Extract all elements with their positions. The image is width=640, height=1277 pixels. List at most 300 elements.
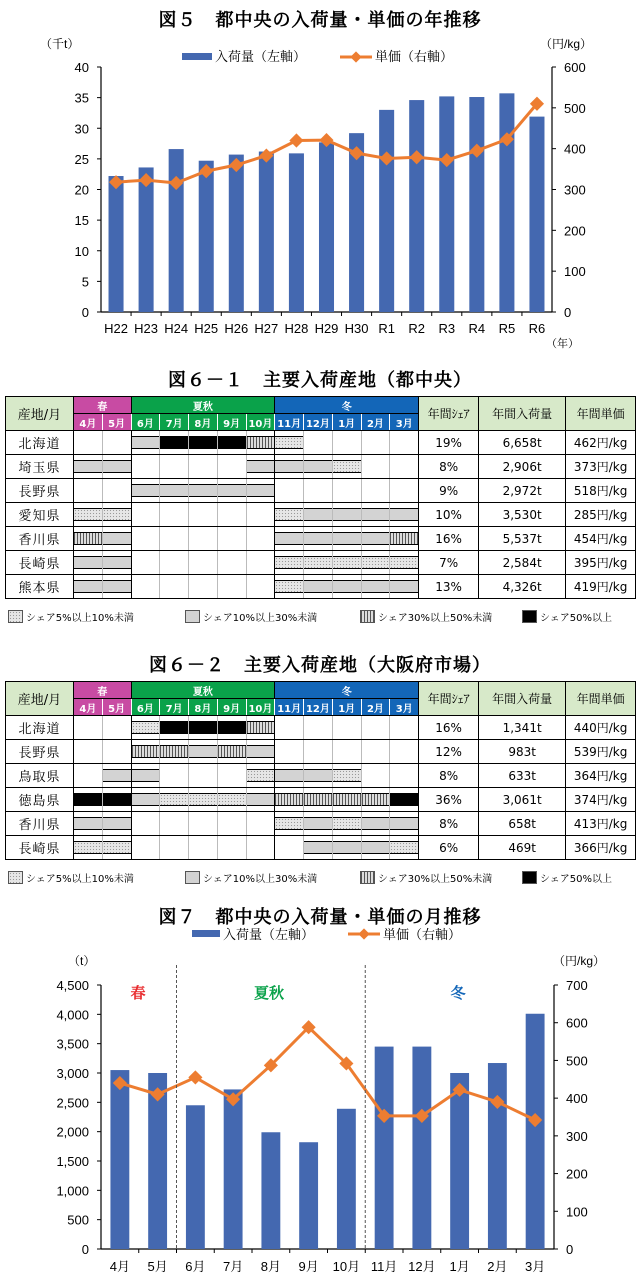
share-bar-level-1 [275,817,303,830]
header-annual-price: 年間単価 [566,682,636,716]
bar [450,1073,469,1249]
table-row [6,812,636,836]
month-cell [74,764,103,788]
legend-item-p3 [360,609,492,624]
legend-swatch [185,871,200,884]
annual-share: 10% [419,503,479,527]
month-cell [102,836,131,860]
header-month: 11月 [275,699,304,716]
y-right-tick: 100 [564,264,586,280]
bar [229,155,244,312]
bar [139,167,154,312]
month-cell [246,836,275,860]
y-right-tick: 100 [566,1204,588,1220]
header-origin-month: 産地/月 [6,397,74,431]
annual-volume: 6,658t [479,431,566,455]
share-bar-level-2 [247,484,275,497]
annual-price: 374円/kg [566,788,636,812]
y-left-tick: 3,500 [56,1036,89,1052]
month-cell [131,551,160,575]
month-cell [390,503,419,527]
month-cell [131,503,160,527]
share-bar-level-1 [160,793,188,806]
month-cell [246,551,275,575]
share-bar-level-3 [218,745,246,758]
annual-volume: 983t [479,740,566,764]
annual-price: 454円/kg [566,527,636,551]
header-month: 1月 [332,414,361,431]
y-right-tick: 500 [566,1053,588,1069]
month-cell [275,764,304,788]
x-tick-label: 6月 [185,1259,206,1274]
month-cell [390,575,419,599]
annual-price: 413円/kg [566,812,636,836]
month-cell [131,740,160,764]
month-cell [189,527,218,551]
month-cell [102,812,131,836]
y-right-tick: 300 [564,182,586,198]
share-bar-level-1 [189,793,217,806]
share-bar-level-2 [390,580,418,593]
month-cell [304,551,333,575]
share-bar-level-1 [333,556,361,569]
bar [409,100,424,312]
x-tick-label: H25 [194,321,219,336]
header-month: 5月 [102,699,131,716]
y-right-tick: 200 [564,223,586,239]
header-month: 3月 [390,414,419,431]
table-row [6,740,636,764]
month-cell [246,431,275,455]
share-bar-level-2 [132,484,160,497]
share-bar-level-2 [362,532,390,545]
month-cell [217,503,246,527]
fig62-table [5,681,636,860]
share-bar-level-4 [74,793,102,806]
legend-label: シェア30%以上50%未満 [378,613,493,624]
y-left-tick: 25 [74,151,89,167]
share-bar-level-2 [74,580,102,593]
month-cell [275,455,304,479]
legend-label: シェア10%以上30%未満 [203,874,318,885]
season-summer-label: 夏秋 [253,985,285,1002]
month-cell [74,788,103,812]
legend-bar-label: 入荷量（左軸） [215,49,307,64]
month-cell [390,740,419,764]
month-cell [217,527,246,551]
month-cell [74,527,103,551]
y-left-tick: 30 [74,121,89,137]
share-bar-level-1 [132,721,160,734]
share-bar-level-2 [275,532,303,545]
x-tick-label: R2 [408,321,426,336]
month-cell [189,740,218,764]
month-cell [102,527,131,551]
share-bar-level-4 [160,721,188,734]
month-cell [361,479,390,503]
month-cell [160,836,189,860]
x-tick-label: 3月 [525,1259,546,1274]
table-row [6,836,636,860]
month-cell [102,788,131,812]
origin-name: 長崎県 [6,551,74,575]
y-right-tick: 600 [566,1015,588,1031]
share-bar-level-2 [304,532,332,545]
share-bar-level-3 [74,532,102,545]
month-cell [332,740,361,764]
x-tick-label: R6 [528,321,546,336]
table-row [6,551,636,575]
legend-item-p1 [8,609,134,624]
share-bar-level-2 [304,817,332,830]
fig5-title: 図５ 都中央の入荷量・単価の年推移 [158,10,482,31]
share-bar-level-2 [304,460,332,473]
month-cell [361,455,390,479]
x-tick-label: H24 [164,321,189,336]
month-cell [74,431,103,455]
share-bar-level-4 [189,721,217,734]
table-row [6,503,636,527]
x-tick-label: 5月 [147,1259,168,1274]
month-cell [332,551,361,575]
share-bar-level-2 [275,460,303,473]
origin-name: 長野県 [6,479,74,503]
month-cell [246,527,275,551]
month-cell [246,764,275,788]
share-bar-level-2 [247,460,275,473]
share-bar-level-1 [218,793,246,806]
share-bar-level-1 [103,508,131,521]
share-bar-level-1 [304,556,332,569]
annual-volume: 633t [479,764,566,788]
month-cell [361,575,390,599]
month-cell [361,740,390,764]
month-cell [304,836,333,860]
month-cell [390,479,419,503]
legend-bar-label: 入荷量（左軸） [223,927,315,942]
month-cell [332,812,361,836]
y-right-tick: 400 [566,1091,588,1107]
month-cell [131,527,160,551]
month-cell [131,431,160,455]
month-cell [131,836,160,860]
month-cell [102,716,131,740]
share-bar-level-2 [218,484,246,497]
month-cell [246,455,275,479]
legend-swatch [8,871,23,884]
month-cell [246,716,275,740]
share-bar-level-4 [160,436,188,449]
month-cell [332,575,361,599]
month-cell [217,812,246,836]
annual-share: 16% [419,527,479,551]
month-cell [189,455,218,479]
annual-volume: 3,061t [479,788,566,812]
month-cell [275,836,304,860]
annual-price: 518円/kg [566,479,636,503]
share-bar-level-1 [333,460,361,473]
month-cell [160,527,189,551]
month-cell [332,836,361,860]
share-bar-level-2 [333,841,361,854]
month-cell [217,431,246,455]
share-bar-level-2 [74,817,102,830]
legend-swatch [360,871,375,884]
header-month: 9月 [217,414,246,431]
y-left-tick: 500 [67,1212,89,1228]
month-cell [332,431,361,455]
month-cell [246,575,275,599]
y-right-tick: 600 [564,60,586,75]
month-cell [160,716,189,740]
table-row [6,716,636,740]
header-month: 4月 [74,414,103,431]
month-cell [275,431,304,455]
annual-price: 440円/kg [566,716,636,740]
x-tick-label: H27 [254,321,279,336]
bar [261,1132,280,1249]
price-marker [289,133,303,147]
origin-name: 北海道 [6,716,74,740]
month-cell [361,716,390,740]
y-left-tick: 4,500 [56,978,89,993]
y-right-tick: 0 [566,1242,574,1257]
header-annual-volume: 年間入荷量 [479,397,566,431]
share-bar-level-2 [189,745,217,758]
y-left-tick: 35 [74,90,89,106]
share-bar-level-2 [390,508,418,521]
month-cell [246,479,275,503]
header-season-spring: 春 [74,397,132,414]
month-cell [189,764,218,788]
month-cell [217,716,246,740]
share-bar-level-2 [132,436,160,449]
month-cell [74,716,103,740]
month-cell [102,455,131,479]
annual-price: 395円/kg [566,551,636,575]
month-cell [189,812,218,836]
share-bar-level-2 [362,508,390,521]
share-bar-level-2 [247,745,275,758]
month-cell [131,455,160,479]
bar [289,153,304,312]
season-spring-label: 春 [130,985,146,1002]
share-bar-level-2 [275,769,303,782]
legend-item-p2 [185,870,317,885]
month-cell [74,836,103,860]
header-month: 9月 [217,699,246,716]
x-tick-label: 4月 [109,1259,130,1274]
month-cell [361,527,390,551]
share-bar-level-1 [247,769,275,782]
month-cell [160,812,189,836]
x-tick-label: 8月 [260,1259,281,1274]
month-cell [361,788,390,812]
x-tick-label: H28 [284,321,309,336]
fig61-title: 図６－１ 主要入荷産地（都中央） [168,370,472,391]
month-cell [304,527,333,551]
month-cell [189,836,218,860]
header-month: 3月 [390,699,419,716]
y-left-tick: 1,500 [56,1154,89,1169]
legend-swatch [185,610,200,623]
bar [169,149,184,312]
origin-name: 埼玉県 [6,455,74,479]
bar [186,1105,205,1249]
month-cell [275,788,304,812]
month-cell [217,788,246,812]
header-month: 2月 [361,699,390,716]
legend-item-p3 [360,870,492,885]
origin-name: 長野県 [6,740,74,764]
month-cell [275,740,304,764]
legend-line-label: 単価（右軸） [383,927,462,942]
annual-volume: 2,972t [479,479,566,503]
month-cell [74,740,103,764]
x-tick-label: H22 [104,321,128,336]
price-marker [188,1070,202,1084]
header-annual-share: 年間ｼｪｱ [419,397,479,431]
bar [488,1063,507,1249]
share-bar-level-2 [74,556,102,569]
month-cell [102,479,131,503]
annual-volume: 469t [479,836,566,860]
share-bar-level-4 [390,793,418,806]
y-right-tick: 300 [566,1128,588,1144]
share-bar-level-2 [132,793,160,806]
share-bar-level-4 [218,436,246,449]
header-season-summer: 夏秋 [131,397,275,414]
header-month: 6月 [131,414,160,431]
legend-line-label: 単価（右軸） [375,49,454,64]
legend-swatch [522,610,537,623]
share-bar-level-1 [333,817,361,830]
fig62-legend [0,870,640,884]
share-bar-level-2 [362,817,390,830]
share-bar-level-3 [304,793,332,806]
month-cell [332,788,361,812]
fig62-title: 図６－２ 主要入荷産地（大阪府市場） [149,655,491,676]
x-tick-label: H29 [314,321,339,336]
origin-name: 鳥取県 [6,764,74,788]
header-season-summer: 夏秋 [131,682,275,699]
header-month: 4月 [74,699,103,716]
annual-share: 6% [419,836,479,860]
legend-label: シェア5%以上10%未満 [26,874,134,885]
month-cell [189,788,218,812]
month-cell [304,575,333,599]
annual-volume: 4,326t [479,575,566,599]
month-cell [304,788,333,812]
bar [529,117,544,312]
month-cell [246,740,275,764]
month-cell [390,455,419,479]
share-bar-level-1 [362,556,390,569]
share-bar-level-2 [333,508,361,521]
fig7-title: 図７ 都中央の入荷量・単価の月推移 [158,907,482,928]
x-tick-label: R3 [438,321,456,336]
bar [337,1109,356,1249]
share-bar-level-1 [74,508,102,521]
legend-bar-swatch [192,930,220,937]
month-cell [102,764,131,788]
share-bar-level-2 [103,817,131,830]
share-bar-level-2 [304,580,332,593]
share-bar-level-3 [333,793,361,806]
x-tick-label: 9月 [298,1259,319,1274]
bar [110,1070,129,1249]
share-bar-level-2 [189,484,217,497]
month-cell [189,431,218,455]
share-bar-level-1 [103,841,131,854]
header-month: 12月 [304,699,333,716]
y-left-tick: 20 [74,182,89,198]
month-cell [246,812,275,836]
origin-name: 徳島県 [6,788,74,812]
month-cell [275,812,304,836]
header-month: 8月 [189,414,218,431]
month-cell [102,431,131,455]
share-bar-level-3 [132,745,160,758]
share-bar-level-2 [103,580,131,593]
month-cell [102,551,131,575]
month-cell [189,503,218,527]
fig7-chart [0,925,640,1277]
x-tick-label: 12月 [408,1259,436,1274]
y-left-tick: 2,500 [56,1095,89,1111]
table-row [6,431,636,455]
month-cell [390,812,419,836]
annual-share: 7% [419,551,479,575]
legend-line-marker [358,928,369,939]
y-left-tick: 5 [81,274,89,290]
right-unit-label: （円/kg） [553,954,606,968]
bar [412,1047,431,1249]
month-cell [304,716,333,740]
month-cell [361,812,390,836]
annual-volume: 658t [479,812,566,836]
fig61-table [5,396,636,599]
month-cell [160,479,189,503]
bar [199,161,214,312]
month-cell [390,836,419,860]
month-cell [74,812,103,836]
annual-volume: 2,906t [479,455,566,479]
month-cell [160,455,189,479]
legend-bar-swatch [182,53,212,60]
annual-price: 366円/kg [566,836,636,860]
month-cell [217,575,246,599]
legend-label: シェア5%以上10%未満 [26,613,134,624]
x-tick-label: H23 [134,321,159,336]
month-cell [74,455,103,479]
y-right-tick: 700 [566,978,588,993]
y-left-tick: 4,000 [56,1007,89,1023]
month-cell [304,740,333,764]
table-row [6,527,636,551]
x-tick-label: 1月 [449,1259,470,1274]
header-season-winter: 冬 [275,682,419,699]
month-cell [246,503,275,527]
header-month: 5月 [102,414,131,431]
bar [499,93,514,312]
annual-volume: 2,584t [479,551,566,575]
y-left-tick: 0 [81,1242,89,1257]
month-cell [160,551,189,575]
y-left-tick: 10 [74,243,89,259]
annual-share: 36% [419,788,479,812]
month-cell [217,836,246,860]
